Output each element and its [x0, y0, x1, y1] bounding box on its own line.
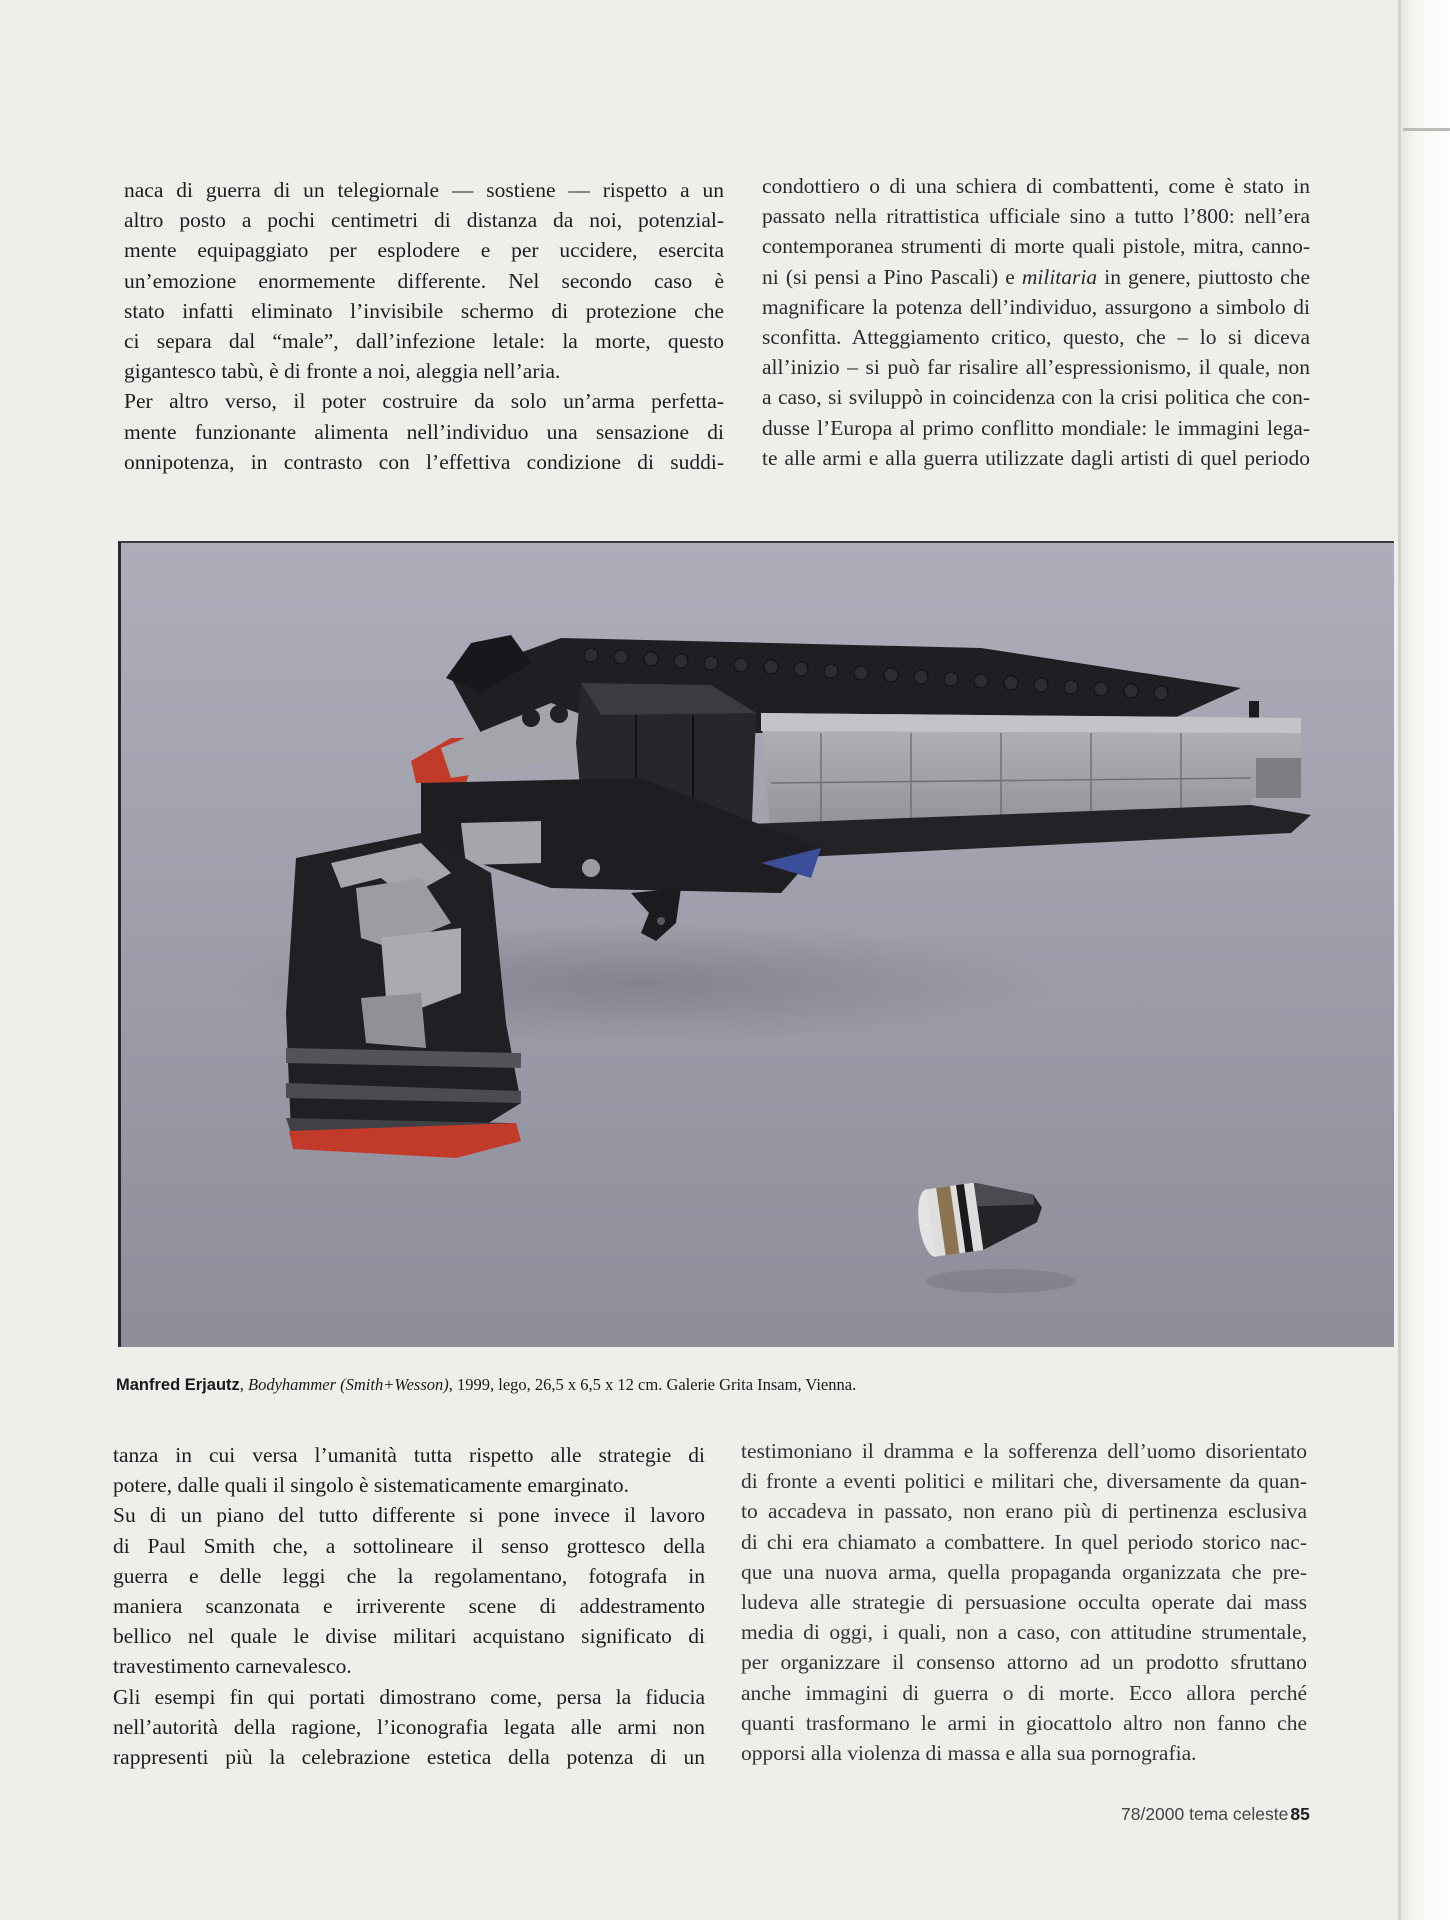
- facing-page-edge: [1398, 0, 1450, 1920]
- text-line: media di oggi, i quali, non a caso, con attitudine strumentale,: [741, 1620, 1307, 1645]
- text-line: di chi era chiamato a combattere. In quel periodo storico nac-: [741, 1529, 1307, 1554]
- emphasis-militaria: militaria: [1021, 264, 1098, 289]
- text-line: testimoniano il dramma e la sofferenza dell’uomo disorientato: [741, 1439, 1307, 1463]
- text-line: mente equipaggiato per esplodere e per uccidere, esercita: [124, 238, 724, 263]
- text-line: di Paul Smith che, a sottolineare il senso grottesco della: [113, 1533, 705, 1558]
- page-edge-mark: [1403, 128, 1450, 131]
- text-line: gigantesco tabù, è di fronte a noi, aleggia nell’aria.: [124, 359, 561, 384]
- artwork-photo: [118, 541, 1394, 1347]
- text-line: condottiero o di una schiera di combattenti, come è stato in: [762, 174, 1310, 198]
- text-line: quanti trasformano le armi in giocattolo altro non fanno che: [741, 1710, 1307, 1735]
- text-line: bellico nel quale le divise militari acquistano significato di: [113, 1624, 705, 1649]
- caption-artist: Manfred Erjautz: [116, 1376, 240, 1394]
- page-gutter-line: [1398, 0, 1401, 1920]
- text-line: maniera scanzonata e irriverente scene di addestramento: [113, 1594, 705, 1619]
- bottom-left-column: [113, 1440, 705, 1772]
- photo-caption: [116, 1374, 1396, 1396]
- text-line: rappresenti più la celebrazione estetica della potenza di un: [113, 1745, 705, 1770]
- text-line: tanza in cui versa l’umanità tutta rispetto alle strategie di: [113, 1443, 705, 1467]
- lego-revolver-image: [121, 543, 1394, 1347]
- text-line: ni (si pensi a Pino Pascali) e militaria in genere, piuttosto che: [762, 264, 1310, 289]
- text-line: altro posto a pochi centimetri di distanza da noi, potenzial-: [124, 208, 724, 233]
- page-number: 85: [1290, 1804, 1310, 1824]
- text-line: passato nella ritrattistica ufficiale sino a tutto l’800: nell’era: [762, 204, 1310, 229]
- text-line: per organizzare il consenso attorno ad un prodotto sfruttano: [741, 1650, 1307, 1675]
- text-line: que una nuova arma, quella propaganda organizzata che pre-: [741, 1559, 1307, 1584]
- bottom-right-column: [741, 1436, 1307, 1768]
- text-line: stato infatti eliminato l’invisibile schermo di protezione che: [124, 298, 724, 323]
- caption-work-title: Bodyhammer (Smith+Wesson): [248, 1375, 449, 1394]
- text-line: travestimento carnevalesco.: [113, 1654, 352, 1679]
- text-line: Su di un piano del tutto differente si pone invece il lavoro: [113, 1503, 705, 1528]
- caption-details: , 1999, lego, 26,5 x 6,5 x 12 cm. Galerie Grita Insam, Vienna.: [448, 1375, 857, 1394]
- text-line: onnipotenza, in contrasto con l’effettiva condizione di suddi-: [124, 449, 724, 474]
- text-line: nell’autorità della ragione, l’iconografia legata alle armi non: [113, 1714, 705, 1739]
- text-line: opporsi alla violenza di massa e alla sua pornografia.: [741, 1741, 1197, 1766]
- text-line: contemporanea strumenti di morte quali pistole, mitra, canno-: [762, 234, 1310, 259]
- text-line: magnificare la potenza dell’individuo, assurgono a simbolo di: [762, 294, 1310, 319]
- text-line: ludeva alle strategie di persuasione occulta operate dai mass: [741, 1590, 1307, 1615]
- text-line: to accadeva in passato, non erano più di pertinenza esclusiva: [741, 1499, 1307, 1524]
- text-line: Gli esempi fin qui portati dimostrano come, persa la fiducia: [113, 1684, 705, 1709]
- text-line: di fronte a eventi politici e militari che, diversamente da quan-: [741, 1469, 1307, 1494]
- page-footer: [1121, 1804, 1310, 1825]
- text-line: a caso, si sviluppò in coincidenza con la crisi politica che con-: [762, 385, 1310, 410]
- text-line: all’inizio – si può far risalire all’espressionismo, il quale, non: [762, 355, 1310, 380]
- text-line: te alle armi e alla guerra utilizzate dagli artisti di quel periodo: [762, 445, 1310, 470]
- text-line: sconfitta. Atteggiamento critico, questo, che – lo si diceva: [762, 325, 1310, 350]
- issue-label: 78/2000 tema celeste: [1121, 1804, 1289, 1824]
- caption-separator: ,: [239, 1375, 249, 1394]
- text-line: dusse l’Europa al primo conflitto mondiale: le immagini lega-: [762, 415, 1310, 440]
- top-left-column: [124, 175, 724, 477]
- text-line: naca di guerra di un telegiornale — sostiene — rispetto a un: [124, 178, 724, 202]
- text-line: un’emozione enormemente differente. Nel secondo caso è: [124, 268, 724, 293]
- text-line: guerra e delle leggi che la regolamentano, fotografa in: [113, 1563, 705, 1588]
- text-line: Per altro verso, il poter costruire da solo un’arma perfetta-: [124, 389, 724, 414]
- text-line: potere, dalle quali il singolo è sistematicamente emarginato.: [113, 1473, 630, 1498]
- text-line: ci separa dal “male”, dall’infezione letale: la morte, questo: [124, 329, 724, 354]
- top-right-column: [762, 171, 1310, 473]
- text-line: anche immagini di guerra o di morte. Ecco allora perché: [741, 1680, 1307, 1705]
- text-line: mente funzionante alimenta nell’individuo una sensazione di: [124, 419, 724, 444]
